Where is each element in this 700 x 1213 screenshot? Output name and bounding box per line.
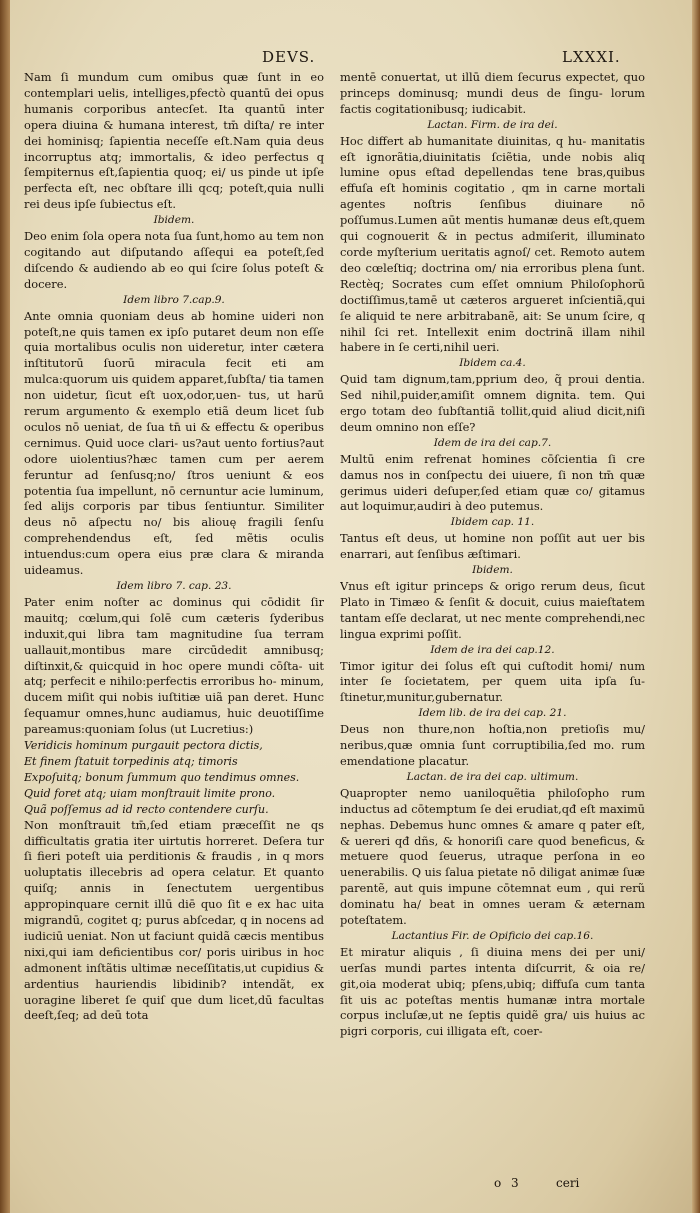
text-paragraph: Timor igitur dei ſolus eſt qui cuſtodit homi/ num inter ſe ſocietatem, per quem uita ipſa ſu- ſtinetur,munitur,gubernatur. [340, 658, 645, 705]
section-heading: Lactan. de ira dei cap. ultimum. [406, 770, 579, 783]
section-heading: Idem de ira dei cap.12. [430, 643, 555, 656]
signature-mark: o 3 [494, 1176, 522, 1190]
text-paragraph: Tantus eſt deus, ut homine non poſſit aut uer bis enarrari, aut ſenſibus æſtimari. [340, 531, 645, 562]
section-heading: Idem de ira dei cap.7. [433, 436, 552, 449]
right-column [340, 70, 645, 1195]
text-paragraph: Pater enim noſter ac dominus qui cōdidit ſir mauitq; cœlum,qui ſolē cum cæteris ſyderibus induxit,qui libra tam magnitudine ſua terram uallauit,montibus mare circūdedit amnibusq; diſtinxit,& quicquid in hoc opere mundi cōſta- uit atq; perfecit e nihilo:perfectis erroribus ho- minum, ducem miſit qui nobis iuſtitiæ uiã pan deret. Hunc ſequamur omnes,hunc audiamus, huic deuotiſſime pareamus:quoniam ſolus (ut Lucretius:) [24, 594, 324, 737]
text-paragraph: mentē conuertat, ut illū diem ſecurus expectet, quo princeps dominusq; mundi deus de ſingu- lorum factis cogitationibusq; iudicabit. [340, 70, 645, 116]
verse-line: Quã poſſemus ad id recto contendere curſu. [24, 802, 269, 816]
section-heading: Lactan. Firm. de ira dei. [427, 118, 558, 131]
text-paragraph: Multū enim refrenat homines cōſcientia ſi cre damus nos in conſpectu dei uiuere, ſi non tm̄ quæ gerimus uideri deſuper,ſed etiam quæ co/ gitamus aut loquimur,audiri à deo putemus. [340, 451, 645, 514]
verse-line: Et finem ſtatuit torpedinis atq; timoris [24, 754, 238, 768]
folio-number: LXXXI. [562, 48, 621, 66]
catchword: ceri [556, 1176, 580, 1190]
section-heading: Ibidem. [153, 214, 195, 227]
text-paragraph: Quid tam dignum,tam,pprium deo, q̃ proui dentia. Sed nihil,puider,amiſit omnem dignita. tem. Qui ergo totam deo ſubſtantiã tollit,quid aliud dicit,niſi deum omnino non eſſe? [340, 372, 645, 434]
left-column [24, 70, 324, 1195]
section-heading: Idem lib. de ira dei cap. 21. [418, 707, 567, 720]
text-paragraph: Non monſtrauit tm̄,ſed etiam præceſſit ne qs difficultatis gratia iter uirtutis horreret. Deſera tur ſi fieri poteſt uia perditionis & fraudis , in q mors uoluptatis illecebris ad opera celatur. Et quanto quiſq; annis in ſenectutem uergentibus appropinquare cernit illū diē quo ſit e ex hac uita migrandū, cogitet q; purus abſcedar, q in nocens ad iudiciū ueniat. Non ut faciunt quidã cæcis mentibus nixi,qui iam deficientibus cor/ poris uiribus in hoc admonent inſtãtis ultimæ neceſſitatis,ut cupidius & ardentius hauriendis libidinib? intendãt, ex uoragine liberet ſe quiſ que dum licet,dū facultas deeſt,ſeq; ad deū tota [24, 817, 324, 1023]
page-binding-edge [0, 0, 10, 1213]
text-paragraph: Ante omnia quoniam deus ab homine uideri non poteſt,ne quis tamen ex ipſo putaret deum non eſſe quia mortalibus oculis non uideretur, inter cætera inſtitutorū ſuorū miracula fecit eti am mulca:quorum uis quidem apparet,ſubſta/ tia tamen non uidetur, ſicut eſt uox,odor,uen- tus, ut harū rerum argumento & exemplo etiã deum licet ſub oculos nō ueniat, de ſua tn̄ ui & effectu & operibus cernimus. Quid uoce clari- us?aut uento fortius?aut odore uiolentius?hæc tamen cum per aerem feruntur ad ſenſusq;no/ ſtros ueniunt & eos potentia ſua impellunt, nō cernuntur acie luminum, ſed alijs corporis par tibus ſentiuntur. Similiter deus nō aſpectu no/ bis aliouę fragili ſenſu comprehendendus eſt, ſed mẽtis oculis intuendus:cum opera eius præ clara & miranda uideamus. [24, 308, 324, 578]
section-heading: Lactantius Fir. de Opificio dei cap.16. [391, 929, 594, 942]
page-outer-edge [692, 0, 700, 1213]
verse-line: Expoſuitq; bonum ſummum quo tendimus omnes. [24, 770, 300, 784]
text-paragraph: Hoc differt ab humanitate diuinitas, q hu- manitatis eſt ignorãtia,diuinitatis ſciẽtia, unde nobis aliq lumine opus eſtad depellendas tene bras,quibus effuſa eſt hominis cogitatio , qm in carne mortali agentes noſtris ſenſibus diuinare nō poſſumus.Lumen aūt mentis humanæ deus eſt,quem qui cognouerit & in pectus admiſerit, illuminato corde myſterium ueritatis agnoſ/ cet. Remoto autem deo cœleſtiq; doctrina om/ nia erroribus plena ſunt. Rectèq; Socrates cum eſſet omnium Philoſophorū doctiſſimus,tamē ut cæteros argueret inſcientiã,qui ſe aliquid te nere arbitrabanẽ, ait: Se unum ſcire, q nihil ſci ret. Intellexit enim doctrinã illam nihil habere in ſe certi,nihil ueri. [340, 133, 645, 355]
section-heading: Idem libro 7. cap. 23. [116, 580, 232, 592]
text-paragraph: Deus non thure,non hoſtia,non pretioſis mu/ neribus,quæ omnia ſunt corruptibilia,ſed mo. rum emendatione placatur. [340, 722, 645, 768]
running-head: DEVS. [262, 48, 316, 66]
verse-line: Quid foret atq; uiam monſtrauit limite prono. [24, 786, 276, 800]
section-heading: Ibidem ca.4. [459, 357, 526, 370]
text-paragraph: Quapropter nemo uaniloquẽtia philoſopho rum inductus ad cōtemptum ſe dei erudiat,qđ eſt maximū nephas. Debemus hunc omnes & amare q pater eſt, & uereri qđ dñs, & honoriſi care quod beneficus, & metuere quod ſeuerus, utraque perſona in eo uenerabilis. Q uis ſalua pietate nō diligat animæ ſuæ parentẽ, aut quis impune cōtemnat eum , qui rerũ dominatu ha/ beat in omnes ueram & æternam poteſtatem. [340, 785, 645, 928]
text-paragraph: Deo enim ſola opera nota ſua ſunt,homo au tem non cogitando aut diſputando aſſequi ea poteſt,ſed diſcendo & audiendo ab eo qui ſcire ſolus poteſt & docere. [24, 229, 324, 291]
text-paragraph: Nam ſi mundum cum omibus quæ ſunt in eo contemplari uelis, intelliges,pfectò quantū dei opus humanis corporibus antecſet. Ita quantū inter opera diuina & humana interest, tm̄ diſta/ re inter dei hominisq; ſapientia neceſſe eſt.Nam quia deus incorruptus atq; immortalis, & ideo perfectus q ſempiternus eſt,ſapientia quoq; ei/ us pinde ut ipſe perfecta eſt, nec obſtare illi qcq; poteſt,quia nulli rei deus ipſe ſubiectus eſt. [24, 70, 324, 212]
verse-line: Veridicis hominum purgauit pectora dictis, [24, 739, 263, 753]
text-paragraph: Vnus eſt igitur princeps & origo rerum deus, ſicut Plato in Timæo & ſenſit & docuit, cuius maieſtatem tantam eſſe declarat, ut nec mente comprehendi,nec lingua exprimi poſſit. [340, 579, 645, 641]
section-heading: Ibidem. [472, 564, 513, 577]
text-paragraph: Et miratur aliquis , ſi diuina mens dei per uni/ uerſas mundi partes intenta diſcurrit, & oia re/ git,oia moderat ubiq; pſens,ubiq; diffuſa cum tanta ſit uis ac poteſtas mentis humanæ intra mortale corpus incluſæ,ut ne ſeptis quidẽ gra/ uis huius ac pigri corporis, cui illigata eſt, coer- [340, 944, 645, 1039]
section-heading: Idem libro 7.cap.9. [123, 293, 225, 306]
section-heading: Ibidem cap. 11. [450, 516, 535, 529]
